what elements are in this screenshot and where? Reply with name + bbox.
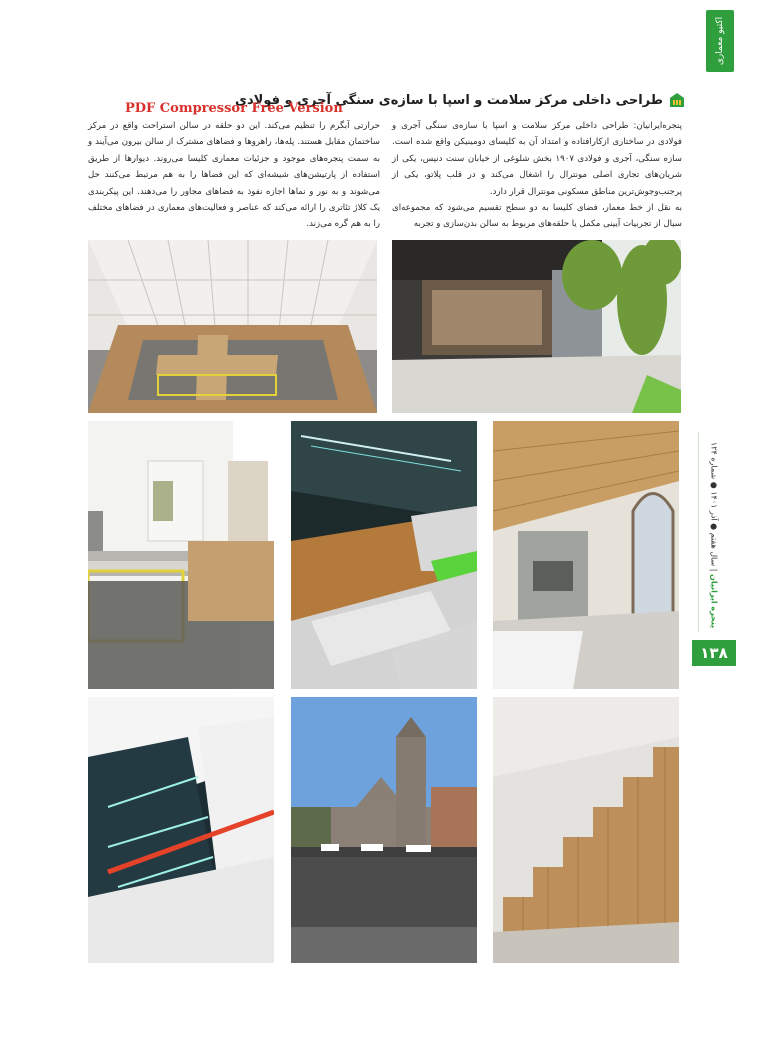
photo-washroom xyxy=(88,421,274,689)
paragraph: به نقل از خط معمار، فضای کلیسا به دو سطح تقسیم می‌شود که مجموعه‌ای سیال از تجربیات آیینی مکمل یا حلقه‌های مربوط به سالن بدن‌سازی و تجربه xyxy=(392,203,682,230)
article-column-right xyxy=(392,118,682,233)
photo-church-exterior xyxy=(291,697,477,963)
paragraph: حرارتی آبگرم را تنظیم می‌کند. این دو حلقه در سالن استراحت واقع در مرکز ساختمان مقابل هستند. پله‌ها، راهروها و فضاهای مشترک از سالن بیرون می‌آیند و به سمت پنجره‌های موجود و جزئیات معماری کلیسا می‌روند. دیوارها از طریق استفاده از پارتیشن‌های شیشه‌ای که این فضاها را به هم مرتبط می‌کنند حل می‌شوند و به نور و نماها اجازه نفوذ به فضاهای مجاور را می‌دهند. این پیکربندی یک کلاژ تئاتری را ارائه می‌کند که عناصر و فعالیت‌های معماری در فضاهای مختلف را به هم گره می‌زند. xyxy=(88,121,380,230)
section-tab-label: اکتیو معماری xyxy=(715,16,725,66)
issue-details: سال هفتم ● آذر ۱۴۰۱ ● شماره ۱۲۴ xyxy=(709,441,719,567)
issue-info: پنجره ایرانیان | سال هفتم ● آذر ۱۴۰۱ ● شماره ۱۲۴ xyxy=(709,441,719,629)
paragraph: پنجره‌ایرانیان: طراحی داخلی مرکز سلامت و اسپا با سازه‌ی سنگی آجری و فولادی در ساختاری ازکارافتاده و امتداد آن به کلیسای دومینیکن واقع شده است. سازه سنگی، آجری و فولادی ۱۹۰۷ بخش شلوغی از خیابان سنت دنیس، یکی از شریان‌های تجاری اصلی مونترال را اشغال می‌کند و در قلب پلاتو، یکی از پرجنب‌وجوش‌ترین مناطق مسکونی مونترال قرار دارد. xyxy=(392,121,682,197)
photo-locker-room xyxy=(88,240,377,413)
watermark-text: PDF Compressor Free Version xyxy=(125,101,343,116)
page-number: ۱۳۸ xyxy=(692,640,736,666)
photo-chapel xyxy=(493,421,679,689)
side-divider xyxy=(698,432,699,632)
building-icon xyxy=(669,92,685,108)
photo-lounge xyxy=(291,421,477,689)
article-title: طراحی داخلی مرکز سلامت و اسپا با سازه‌ی سنگی آجری و فولادی xyxy=(235,92,663,108)
magazine-name: پنجره ایرانیان xyxy=(709,573,719,629)
photo-wooden-stair xyxy=(493,697,679,963)
article-column-left xyxy=(88,118,380,233)
section-tab xyxy=(706,10,734,72)
photo-stair-handrail xyxy=(88,697,274,963)
photo-lobby xyxy=(392,240,681,413)
